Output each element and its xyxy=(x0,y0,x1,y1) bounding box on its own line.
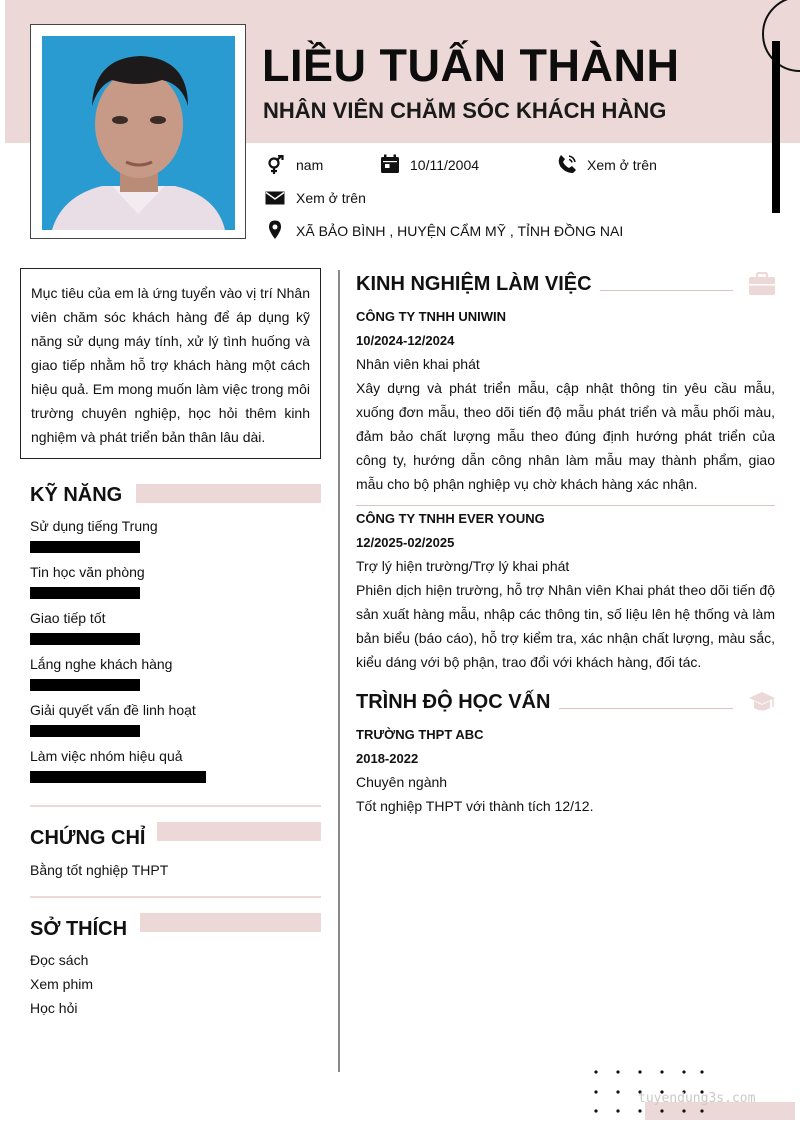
gender-icon xyxy=(265,155,285,175)
skill-level-bar xyxy=(30,679,140,691)
experience-title-line xyxy=(600,290,733,291)
school-result: Tốt nghiệp THPT với thành tích 12/12. xyxy=(356,798,594,814)
skill-name: Giải quyết vấn đề linh hoạt xyxy=(30,702,196,718)
skill-level-bar xyxy=(30,725,140,737)
career-objective: Mục tiêu của em là ứng tuyển vào vị trí Nhân viên chăm sóc khách hàng để áp dụng kỹ năng sử dụng máy tính, xử lý tình huống và giao tiếp nhằm hỗ trợ khách hàng một cách hiệu quả. Em mong muốn làm việc trong môi trường chuyên nghiệp, học hỏi thêm kinh nghiệm và phát triển bản thân lâu dài. xyxy=(20,268,321,459)
skill-name: Làm việc nhóm hiệu quả xyxy=(30,748,183,764)
phone-icon xyxy=(557,154,577,174)
skill-name: Sử dụng tiếng Trung xyxy=(30,518,158,534)
certificates-title: CHỨNG CHỈ xyxy=(30,827,146,849)
job-separator xyxy=(356,505,775,506)
certificates-title-bar xyxy=(157,822,321,841)
hobby-item: Đọc sách xyxy=(30,952,89,968)
hobby-item: Xem phim xyxy=(30,976,94,992)
job-company: CÔNG TY TNHH EVER YOUNG xyxy=(356,511,545,526)
skill-name: Lắng nghe khách hàng xyxy=(30,656,173,672)
skill-level-bar xyxy=(30,541,140,553)
location-pin-icon xyxy=(265,220,285,240)
education-title: TRÌNH ĐỘ HỌC VẤN xyxy=(356,691,551,713)
experience-title: KINH NGHIỆM LÀM VIỆC xyxy=(356,273,592,295)
hobby-item: Học hỏi xyxy=(30,1000,78,1016)
graduation-cap-icon xyxy=(748,690,776,714)
calendar-icon xyxy=(380,154,400,174)
skill-level-bar xyxy=(30,587,140,599)
candidate-name: LIỀU TUẤN THÀNH xyxy=(262,40,680,91)
birthday-value: 10/11/2004 xyxy=(410,157,480,173)
certificate-item: Bằng tốt nghiệp THPT xyxy=(30,862,169,878)
school-period: 2018-2022 xyxy=(356,751,419,766)
gender-value: nam xyxy=(296,157,324,173)
briefcase-icon xyxy=(748,272,776,296)
job-role: Trợ lý hiện trường/Trợ lý khai phát xyxy=(356,558,570,574)
skills-title-bar xyxy=(136,484,321,503)
hobbies-title: SỞ THÍCH xyxy=(30,918,128,940)
vertical-bar-decoration xyxy=(772,41,780,213)
skills-title: KỸ NĂNG xyxy=(30,484,123,506)
job-description: Xây dựng và phát triển mẫu, cập nhật thông tin yêu cầu mẫu, xuống đơn mẫu, theo dõi tiến độ mẫu phát triển và mẫu phối màu, đảm bảo chất lượng mẫu theo đúng định hướng phát triển của công ty, hướng dẫn công nhân làm mẫu may thành phẩm, giao mẫu cho bộ phận nghiệp vụ chờ khách hàng xác nhận. xyxy=(356,380,775,492)
skill-level-bar xyxy=(30,771,206,783)
job-role: Nhân viên khai phát xyxy=(356,356,480,372)
skill-name: Giao tiếp tốt xyxy=(30,610,106,626)
job-period: 12/2025-02/2025 xyxy=(356,535,455,550)
email-value: Xem ở trên xyxy=(296,190,366,206)
profile-photo xyxy=(42,36,235,230)
address-value: XÃ BẢO BÌNH , HUYỆN CẨM MỸ , TỈNH ĐỒNG NAI xyxy=(296,223,624,239)
school-name: TRƯỜNG THPT ABC xyxy=(356,727,484,742)
job-description: Phiên dịch hiện trường, hỗ trợ Nhân viên Khai phát theo dõi tiến độ sản xuất hàng mẫu, nhập các thông tin, số liệu lên hệ thống và làm bản biểu (báo cáo), hỗ trợ kiểm tra, xác nhận chất lượng, màu sắc, kiểu dáng với bộ phận, trao đổi với khách hàng, đối tác. xyxy=(356,582,775,670)
hobbies-title-bar xyxy=(140,913,321,932)
education-title-line xyxy=(559,708,733,709)
envelope-icon xyxy=(265,188,285,208)
skill-name: Tin học văn phòng xyxy=(30,564,145,580)
divider xyxy=(30,805,321,807)
job-period: 10/2024-12/2024 xyxy=(356,333,455,348)
phone-value: Xem ở trên xyxy=(587,157,657,173)
job-company: CÔNG TY TNHH UNIWIN xyxy=(356,309,506,324)
skill-level-bar xyxy=(30,633,140,645)
divider xyxy=(30,896,321,898)
job-title: NHÂN VIÊN CHĂM SÓC KHÁCH HÀNG xyxy=(263,98,667,123)
column-divider xyxy=(338,270,340,1072)
watermark-text: tuyendung3s.com xyxy=(638,1091,756,1106)
school-major: Chuyên ngành xyxy=(356,774,448,790)
